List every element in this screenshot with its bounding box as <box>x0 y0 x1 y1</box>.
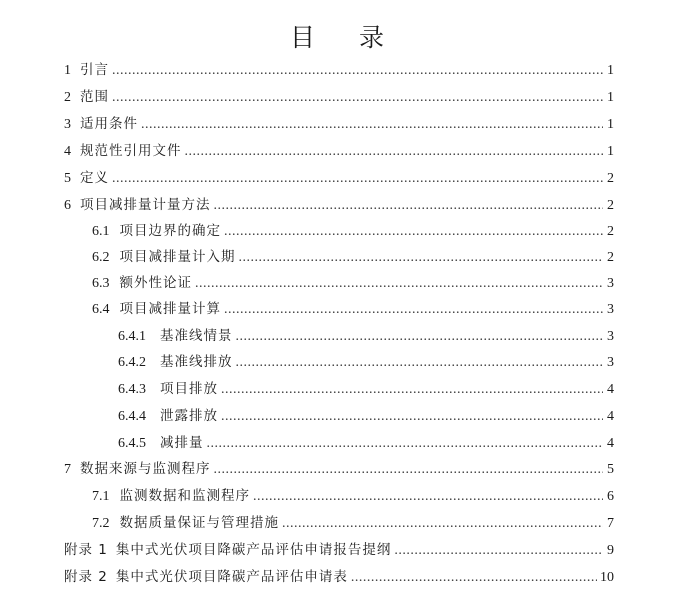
dot-leader <box>221 380 603 400</box>
toc-entry-label: 适用条件 <box>80 116 138 132</box>
toc-entry-number: 6.2 <box>92 250 110 265</box>
dot-leader <box>214 196 604 216</box>
toc-entry[interactable] <box>118 326 614 346</box>
toc-entry-label: 项目减排量计算 <box>119 301 221 317</box>
toc-entry-label: 减排量 <box>160 435 204 451</box>
toc-entry-number: 6.3 <box>92 276 110 291</box>
toc-entry-label: 集中式光伏项目降碳产品评估申请报告提纲 <box>115 542 392 558</box>
toc-entry-page: 4 <box>607 436 614 451</box>
toc-entry-number: 4 <box>64 144 71 159</box>
toc-entry-number: 6 <box>64 198 71 213</box>
dot-leader <box>221 407 603 427</box>
dot-leader <box>236 327 604 347</box>
toc-entry-page: 9 <box>607 543 614 558</box>
dot-leader <box>239 248 604 268</box>
toc-entry[interactable] <box>64 195 614 215</box>
toc-entry[interactable] <box>64 87 614 107</box>
toc-entry[interactable] <box>64 168 614 188</box>
toc-entry-page: 2 <box>607 250 614 265</box>
toc-entry-label: 项目减排量计量方法 <box>80 197 211 213</box>
toc-entry-page: 2 <box>607 198 614 213</box>
dot-leader <box>112 88 603 108</box>
toc-entry[interactable] <box>64 141 614 161</box>
toc-entry-page: 1 <box>607 144 614 159</box>
toc-entry-number: 6.4.4 <box>118 409 146 424</box>
toc-entry-number: 7.1 <box>92 489 110 504</box>
dot-leader <box>224 300 603 320</box>
dot-leader <box>185 142 604 162</box>
toc-entry-page: 1 <box>607 90 614 105</box>
toc-entry-label: 集中式光伏项目降碳产品评估申请表 <box>115 569 348 585</box>
toc-entry[interactable] <box>118 352 614 372</box>
toc-entry-label: 监测数据和监测程序 <box>119 488 250 504</box>
toc-entry-label: 范围 <box>80 89 109 105</box>
toc-entry[interactable] <box>92 247 614 267</box>
toc-entry-label: 基准线排放 <box>160 354 233 370</box>
dot-leader <box>112 61 603 81</box>
toc-entry-page: 4 <box>607 382 614 397</box>
toc-entry-label: 定义 <box>80 170 109 186</box>
dot-leader <box>207 434 604 454</box>
toc-entry[interactable] <box>118 433 614 453</box>
toc-entry[interactable] <box>92 273 614 293</box>
toc-entry[interactable] <box>64 60 614 80</box>
dot-leader <box>214 460 604 480</box>
toc-entry[interactable] <box>92 486 614 506</box>
toc-entry-page: 6 <box>607 489 614 504</box>
toc-entry-label: 项目排放 <box>160 381 218 397</box>
toc-entry-label: 项目减排量计入期 <box>119 249 236 265</box>
dot-leader <box>351 568 597 588</box>
toc-entry-label: 项目边界的确定 <box>119 223 221 239</box>
toc-entry-number: 6.4.1 <box>118 329 146 344</box>
toc-entry-number: 3 <box>64 117 71 132</box>
toc-entry-page: 2 <box>607 171 614 186</box>
toc-entry-number: 2 <box>64 90 71 105</box>
toc-entry-page: 10 <box>600 570 614 585</box>
dot-leader <box>141 115 603 135</box>
dot-leader <box>236 353 604 373</box>
toc-entry[interactable] <box>118 379 614 399</box>
dot-leader <box>282 514 603 534</box>
toc-entry[interactable] <box>64 114 614 134</box>
toc-entry-label: 泄露排放 <box>160 408 218 424</box>
toc-entry-page: 3 <box>607 276 614 291</box>
toc-entry-number: 6.1 <box>92 224 110 239</box>
toc-entry-label: 额外性论证 <box>119 275 192 291</box>
toc-entry-label: 数据质量保证与管理措施 <box>119 515 279 531</box>
toc-entry-number: 1 <box>64 63 71 78</box>
dot-leader <box>112 169 603 189</box>
toc-entry[interactable] <box>92 513 614 533</box>
toc-entry-number: 6.4.5 <box>118 436 146 451</box>
toc-entry-page: 1 <box>607 117 614 132</box>
toc-entry[interactable] <box>92 299 614 319</box>
toc-entry-number: 5 <box>64 171 71 186</box>
toc-entry-page: 3 <box>607 302 614 317</box>
toc-entry-number: 附录 1 <box>64 542 108 558</box>
dot-leader <box>253 487 603 507</box>
toc-entry-label: 规范性引用文件 <box>80 143 182 159</box>
toc-entry-number: 7.2 <box>92 516 110 531</box>
toc-entry-page: 2 <box>607 224 614 239</box>
toc-entry-number: 7 <box>64 462 71 477</box>
toc-entry-label: 引言 <box>80 62 109 78</box>
toc-entry-page: 3 <box>607 329 614 344</box>
toc-entry-label: 数据来源与监测程序 <box>80 461 211 477</box>
toc-entry[interactable] <box>92 221 614 241</box>
toc-entry-number: 6.4 <box>92 302 110 317</box>
toc-entry-number: 6.4.3 <box>118 382 146 397</box>
toc-entry[interactable] <box>64 459 614 479</box>
toc-entry-page: 1 <box>607 63 614 78</box>
toc-entry-page: 7 <box>607 516 614 531</box>
toc-entry-number: 附录 2 <box>64 569 108 585</box>
toc-entry[interactable] <box>118 406 614 426</box>
dot-leader <box>224 222 603 242</box>
toc-entry-page: 3 <box>607 355 614 370</box>
toc-entry-page: 5 <box>607 462 614 477</box>
toc-entry-number: 6.4.2 <box>118 355 146 370</box>
toc-entry-page: 4 <box>607 409 614 424</box>
toc-title: 目 录 <box>290 23 402 52</box>
toc-entry-appendix[interactable] <box>64 567 614 587</box>
toc-entry-appendix[interactable] <box>64 540 614 560</box>
toc-entry-label: 基准线情景 <box>160 328 233 344</box>
dot-leader <box>195 274 603 294</box>
dot-leader <box>394 541 603 561</box>
